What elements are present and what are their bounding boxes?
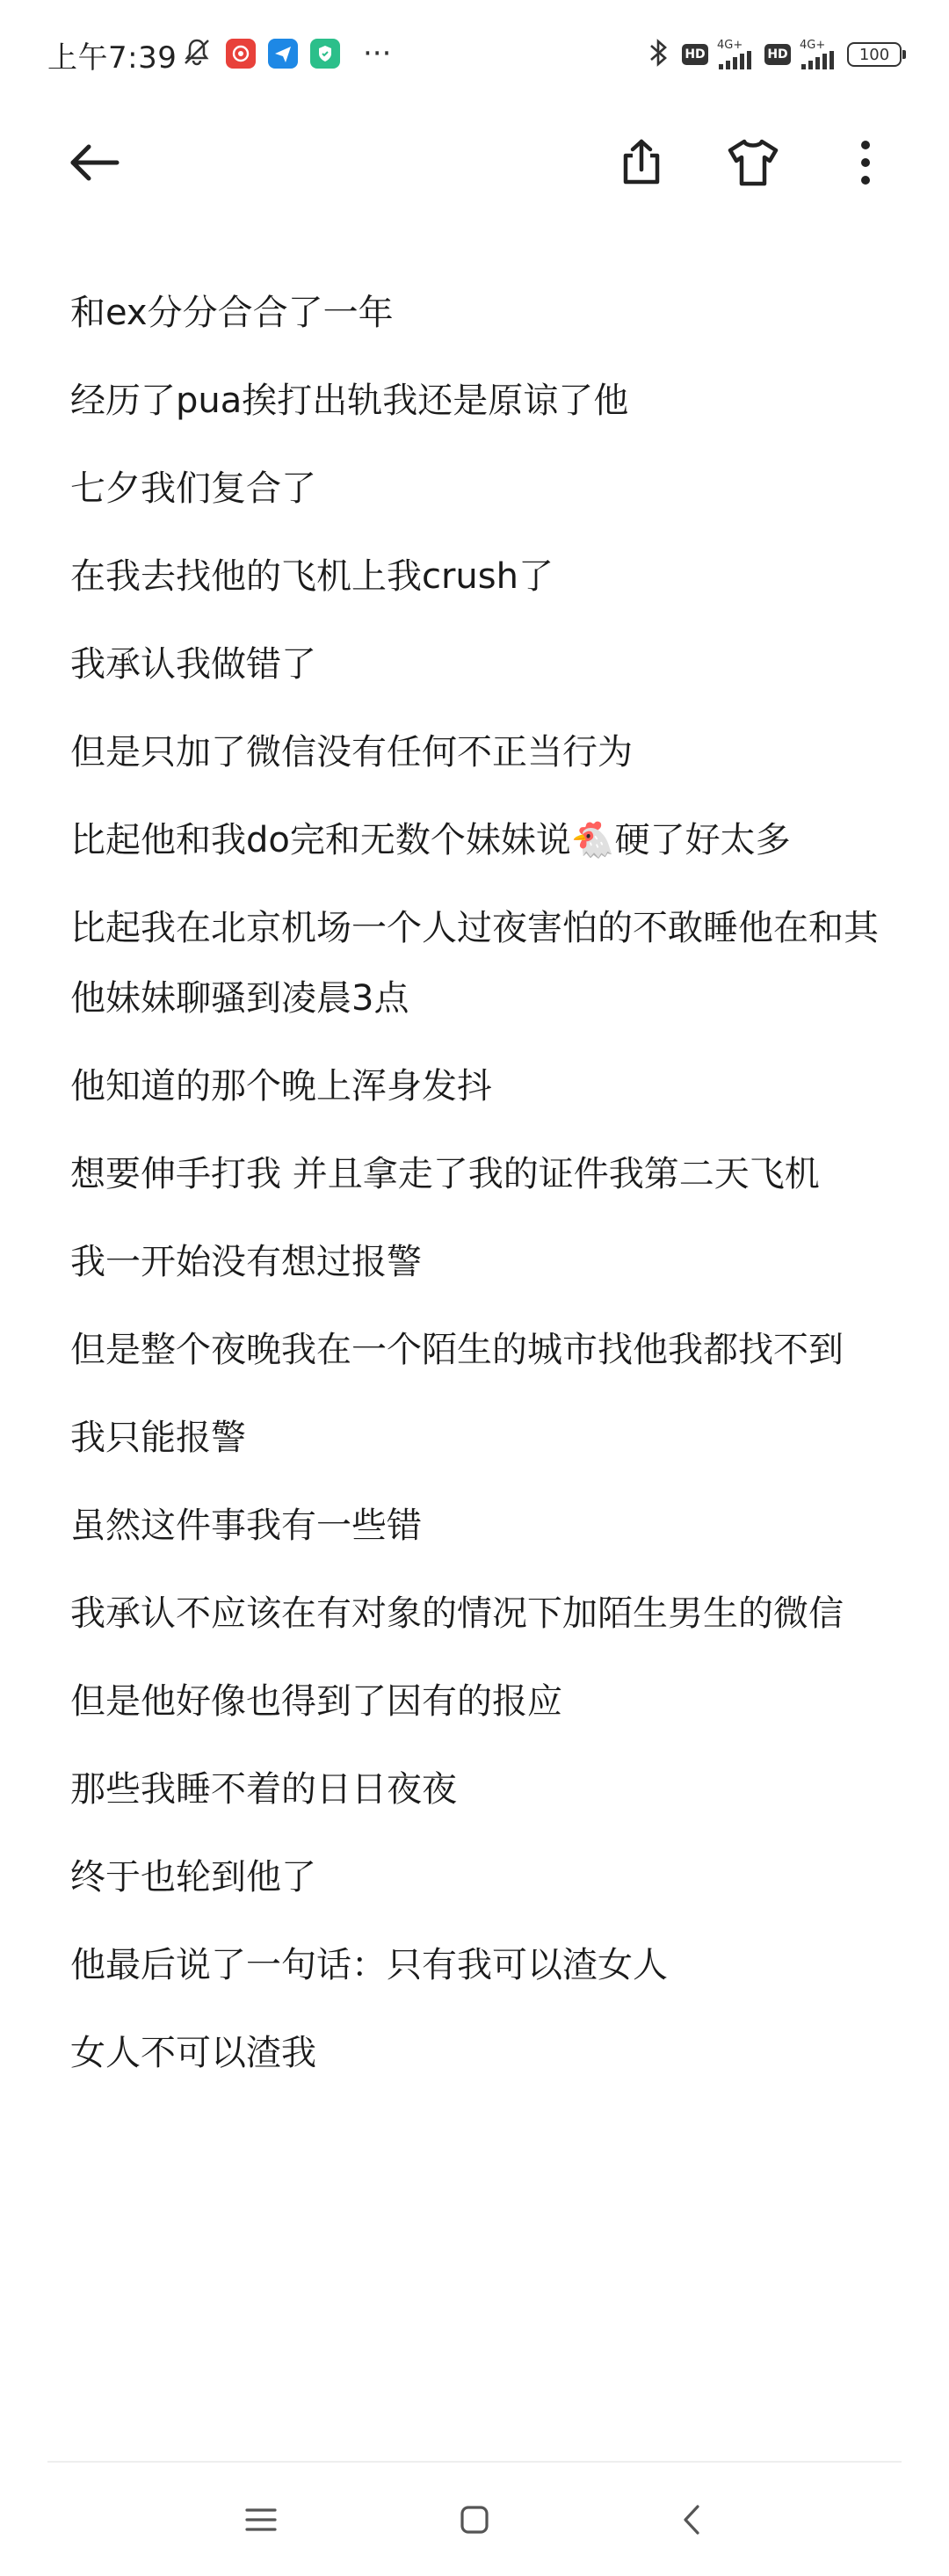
more-options-button[interactable] xyxy=(835,132,896,193)
note-line: 那些我睡不着的日日夜夜 xyxy=(70,1769,457,1810)
note-line: 但是他好像也得到了因有的报应 xyxy=(70,1681,562,1722)
tshirt-theme-icon xyxy=(725,136,781,189)
net-type-2: 4G+ xyxy=(800,38,826,52)
system-nav-bar xyxy=(0,2463,949,2576)
menu-icon xyxy=(243,2506,279,2534)
note-body[interactable] xyxy=(70,278,896,2106)
home-button[interactable] xyxy=(444,2489,505,2551)
hd-badge-2: HD xyxy=(764,44,791,65)
status-left-icons xyxy=(180,35,391,72)
note-line: 他知道的那个晚上浑身发抖 xyxy=(70,1066,492,1107)
note-line: 和ex分分合合了一年 xyxy=(70,293,394,333)
recent-apps-button[interactable] xyxy=(230,2489,292,2551)
note-line: 我只能报警 xyxy=(70,1418,246,1458)
back-arrow-icon xyxy=(66,134,122,191)
signal-icon xyxy=(800,51,838,70)
battery-level: 100 xyxy=(858,45,890,64)
net-type-1: 4G+ xyxy=(717,38,743,52)
note-line: 比起他和我do完和无数个妹妹说🐔硬了好太多 xyxy=(70,820,791,860)
note-line: 女人不可以渣我 xyxy=(70,2033,316,2073)
mute-bell-icon xyxy=(180,35,214,72)
netease-music-icon xyxy=(226,39,256,69)
status-time: 上午7:39 xyxy=(47,40,177,76)
back-chevron-icon xyxy=(678,2502,705,2537)
bluetooth-icon xyxy=(643,37,673,72)
note-line: 我承认我做错了 xyxy=(70,644,316,685)
note-line: 我承认不应该在有对象的情况下加陌生男生的微信 xyxy=(70,1593,844,1634)
note-toolbar xyxy=(0,114,949,211)
note-line: 在我去找他的飞机上我crush了 xyxy=(70,556,554,597)
status-bar xyxy=(0,0,949,114)
signal-group-1 xyxy=(717,40,756,70)
share-button[interactable] xyxy=(611,132,672,193)
more-vertical-icon xyxy=(857,138,874,187)
hd-badge-1: HD xyxy=(682,44,708,65)
signal-group-2 xyxy=(800,40,838,70)
share-icon xyxy=(615,136,668,189)
note-line: 经历了pua挨打出轨我还是原谅了他 xyxy=(70,381,629,421)
note-line: 想要伸手打我 并且拿走了我的证件我第二天飞机 xyxy=(70,1154,820,1194)
home-square-icon xyxy=(457,2502,492,2537)
note-line: 七夕我们复合了 xyxy=(70,468,316,509)
note-line: 比起我在北京机场一个人过夜害怕的不敢睡他在和其他妹妹聊骚到凌晨3点 xyxy=(70,908,879,1019)
note-line: 终于也轮到他了 xyxy=(70,1857,316,1898)
system-back-button[interactable] xyxy=(661,2489,722,2551)
note-line: 但是只加了微信没有任何不正当行为 xyxy=(70,732,633,773)
note-line: 我一开始没有想过报警 xyxy=(70,1242,422,1282)
status-more-indicator: ··· xyxy=(363,36,392,71)
note-line: 但是整个夜晚我在一个陌生的城市找他我都找不到 xyxy=(70,1330,844,1370)
signal-icon xyxy=(717,51,756,70)
note-line: 他最后说了一句话：只有我可以渣女人 xyxy=(70,1945,668,1985)
shield-app-icon xyxy=(310,39,340,69)
status-right-icons xyxy=(643,37,902,72)
back-button[interactable] xyxy=(63,132,125,193)
note-line: 虽然这件事我有一些错 xyxy=(70,1506,422,1546)
theme-button[interactable] xyxy=(722,132,784,193)
battery-icon xyxy=(847,42,902,67)
send-app-icon xyxy=(268,39,298,69)
